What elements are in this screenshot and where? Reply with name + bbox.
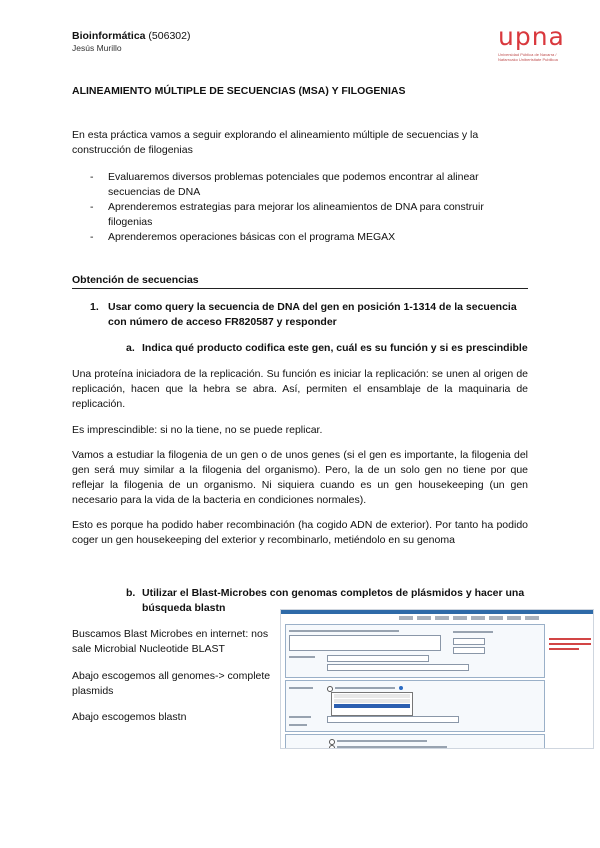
list-item — [90, 170, 530, 200]
screenshot-text-line — [289, 687, 313, 689]
logo-wordmark: upna — [498, 22, 565, 51]
screenshot-query-textarea — [289, 635, 441, 651]
course-code: (506302) — [145, 30, 191, 42]
blast-screenshot-image — [280, 609, 594, 749]
section-heading: Obtención de secuencias — [72, 274, 528, 289]
side-note: Abajo escogemos blastn — [72, 711, 187, 723]
bullet-dash: - — [90, 171, 94, 183]
screenshot-text-line — [337, 746, 447, 748]
list-item-text: Evaluaremos diversos problemas potenciales que podemos encontrar al alinear secuencias de DNA — [108, 171, 479, 198]
question-text: Indica qué producto codifica este gen, cuál es su función y si es prescindible — [142, 342, 528, 354]
screenshot-input — [453, 638, 485, 645]
screenshot-text-line — [453, 631, 493, 633]
bullet-dash: - — [90, 231, 94, 243]
screenshot-input — [327, 664, 469, 671]
answer-paragraph: Una proteína iniciadora de la replicación. Su función es iniciar la replicación: se unen al origen de replicación, hacen que la hebra se abra. Así, permiten el ensamblaje de la maquinaria de replicación. — [72, 368, 528, 410]
question-text: Usar como query la secuencia de DNA del gen en posición 1-1314 de la secuencia con número de acceso FR820587 y responder — [108, 301, 517, 328]
question-text: Utilizar el Blast-Microbes con genomas completos de plásmidos y hacer una búsqueda blastn — [142, 587, 525, 614]
screenshot-nav — [399, 616, 539, 620]
bullet-dash: - — [90, 201, 94, 213]
list-item-text: Aprenderemos estrategias para mejorar los alineamientos de DNA para construir filogenias — [108, 201, 484, 228]
question-1 — [90, 300, 530, 330]
upna-logo — [498, 24, 576, 62]
list-item-text: Aprenderemos operaciones básicas con el programa MEGAX — [108, 231, 396, 243]
screenshot-option-selected — [334, 704, 410, 708]
list-item — [90, 200, 530, 230]
answer-paragraph: Vamos a estudiar la filogenia de un gen o de unos genes (si el gen es importante, la filogenia del gen será muy similar a la filogenia del organismo). Pero, la de un solo gen no tiene por que reflejar la filogenia de un organismo. Ni siquiera cuando es un gen housekeeping (un gen necesario para la vida de la bacteria en condiciones normales). — [72, 449, 528, 506]
question-letter: b. — [126, 587, 136, 599]
screenshot-option — [334, 699, 410, 703]
question-number: 1. — [90, 301, 99, 313]
screenshot-input — [327, 655, 429, 662]
screenshot-radio — [329, 745, 335, 749]
question-letter: a. — [126, 342, 135, 354]
screenshot-text-line — [289, 716, 311, 718]
screenshot-input — [327, 716, 459, 723]
screenshot-help-icon — [399, 686, 403, 690]
course-name: Bioinformática — [72, 30, 146, 42]
screenshot-database-box — [285, 680, 545, 732]
answer-paragraph: Esto es porque ha podido haber recombinación (ha cogido ADN de exterior). Por tanto ha podido coger un gen housekeeping del exterior y recombinarlo, metiéndolo en su genoma — [72, 519, 528, 546]
intro-paragraph: En esta práctica vamos a seguir explorando el alineamiento múltiple de secuencias y la construcción de filogenias — [72, 129, 479, 156]
screenshot-warning-line — [549, 638, 591, 640]
list-item — [90, 230, 530, 245]
document-title: ALINEAMIENTO MÚLTIPLE DE SECUENCIAS (MSA) Y FILOGENIAS — [72, 85, 406, 97]
screenshot-text-line — [289, 630, 399, 632]
author-name: Jesús Murillo — [72, 43, 122, 53]
screenshot-input — [453, 647, 485, 654]
screenshot-warning-line — [549, 643, 591, 645]
screenshot-text-line — [289, 656, 315, 658]
screenshot-text-line — [337, 740, 427, 742]
screenshot-text-line — [335, 687, 395, 689]
screenshot-warning-line — [549, 648, 579, 650]
answer-paragraph: Es imprescindible: si no la tiene, no se puede replicar. — [72, 424, 323, 436]
course-header — [72, 30, 190, 42]
screenshot-text-line — [289, 724, 307, 726]
screenshot-topbar — [281, 610, 593, 614]
question-a — [126, 341, 536, 356]
screenshot-dropdown — [331, 692, 413, 716]
screenshot-option — [334, 694, 410, 698]
logo-subtitle: Universidad Pública de Navarra / Nafarroako Unibertsitate Publikoa — [498, 52, 558, 62]
side-note: Buscamos Blast Microbes en internet: nos sale Microbial Nucleotide BLAST — [72, 628, 269, 655]
side-note: Abajo escogemos all genomes-> complete plasmids — [72, 670, 271, 697]
objectives-list — [90, 170, 530, 245]
